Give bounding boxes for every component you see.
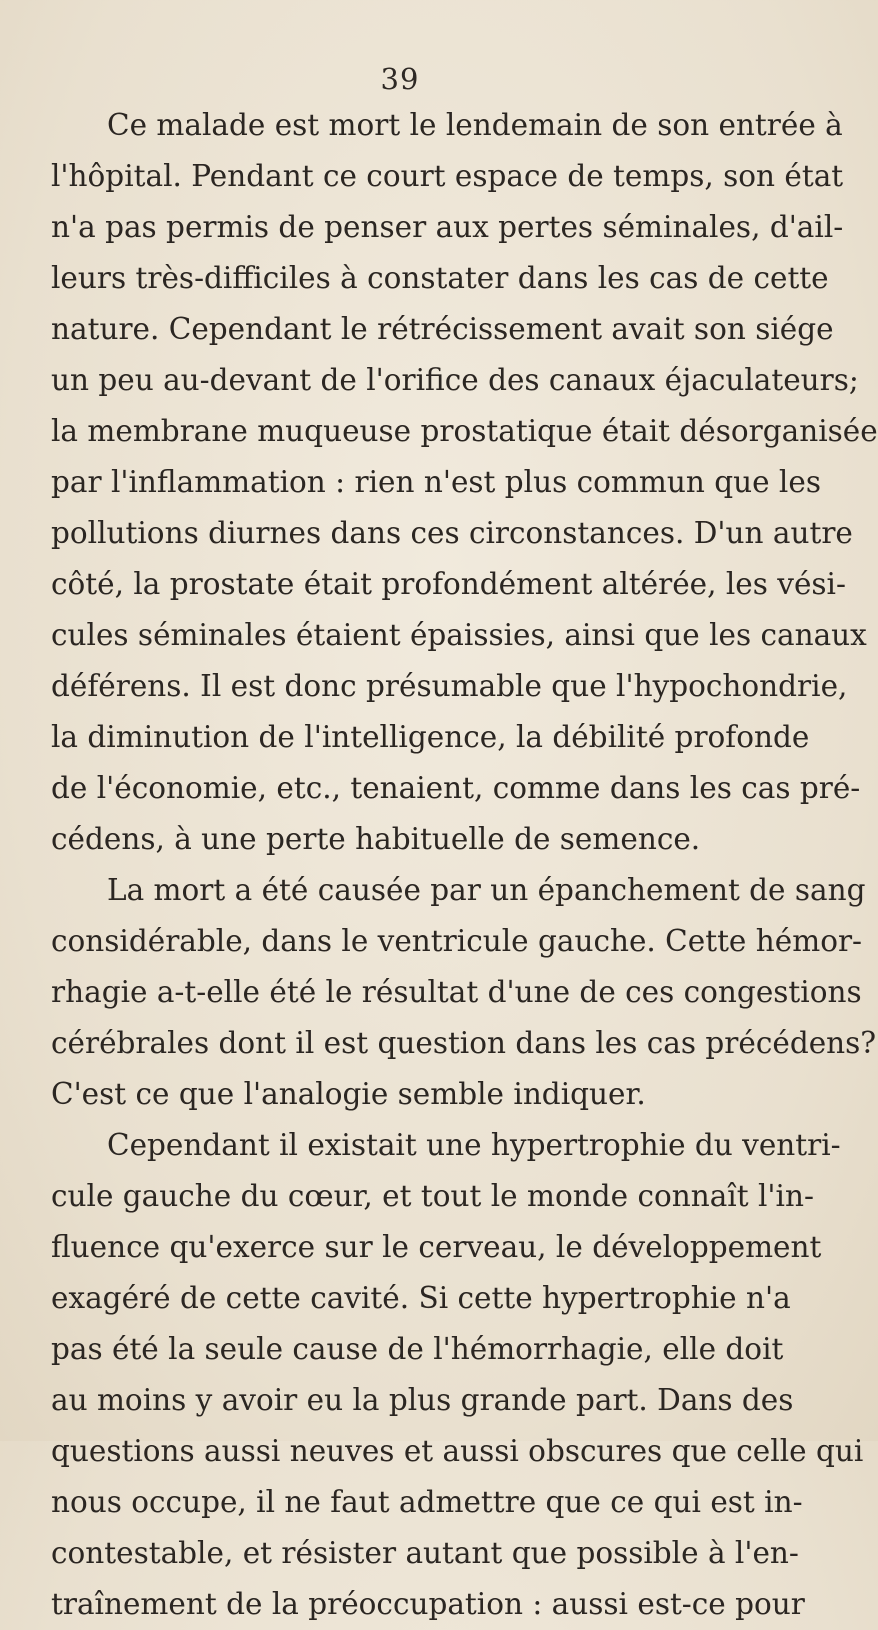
text-line: considérable, dans le ventricule gauche. Cette hémor- [51, 924, 863, 958]
text-line: cules séminales étaient épaissies, ainsi que les canaux [51, 618, 867, 652]
text-line: exagéré de cette cavité. Si cette hypertrophie n'a [51, 1281, 791, 1315]
text-line: déférens. Il est donc présumable que l'hypochondrie, [51, 669, 848, 703]
text-line: cédens, à une perte habituelle de semence. [51, 822, 701, 856]
text-line: au moins y avoir eu la plus grande part. Dans des [51, 1383, 794, 1417]
text-line: cule gauche du cœur, et tout le monde connaît l'in- [51, 1179, 814, 1213]
text-line: nous occupe, il ne faut admettre que ce qui est in- [51, 1485, 803, 1519]
text-line: côté, la prostate était profondément altérée, les vési- [51, 567, 846, 601]
text-line: de l'économie, etc., tenaient, comme dans les cas pré- [51, 771, 861, 805]
body-text [51, 100, 878, 1630]
text-line: contestable, et résister autant que possible à l'en- [51, 1536, 799, 1570]
text-line: pas été la seule cause de l'hémorrhagie, elle doit [51, 1332, 784, 1366]
text-line: la membrane muqueuse prostatique était désorganisée [51, 414, 878, 448]
text-line: traînement de la préoccupation : aussi est-ce pour [51, 1587, 805, 1621]
text-line: leurs très-difficiles à constater dans les cas de cette [51, 261, 829, 295]
text-line: C'est ce que l'analogie semble indiquer. [51, 1077, 646, 1111]
text-line: la diminution de l'intelligence, la débilité profonde [51, 720, 810, 754]
text-line: rhagie a-t-elle été le résultat d'une de ces congestions [51, 975, 862, 1009]
text-line: pollutions diurnes dans ces circonstances. D'un autre [51, 516, 853, 550]
text-line: n'a pas permis de penser aux pertes séminales, d'ail- [51, 210, 844, 244]
text-line: un peu au-devant de l'orifice des canaux éjaculateurs; [51, 363, 859, 397]
text-line: questions aussi neuves et aussi obscures que celle qui [51, 1434, 864, 1468]
text-line: par l'inflammation : rien n'est plus commun que les [51, 465, 821, 499]
paragraph-1 [51, 100, 878, 865]
paragraph-2 [51, 865, 877, 1120]
text-line: fluence qu'exerce sur le cerveau, le développement [51, 1230, 822, 1264]
page-number: 39 [380, 62, 420, 96]
text-line: Cependant il existait une hypertrophie du ventri- [107, 1128, 841, 1162]
text-line: cérébrales dont il est question dans les cas précédens? [51, 1026, 877, 1060]
text-line: l'hôpital. Pendant ce court espace de temps, son état [51, 159, 844, 193]
text-line: nature. Cependant le rétrécissement avait son siége [51, 312, 834, 346]
text-line: La mort a été causée par un épanchement de sang [107, 873, 866, 907]
paragraph-3 [51, 1120, 864, 1630]
text-line: Ce malade est mort le lendemain de son entrée à [107, 108, 843, 142]
